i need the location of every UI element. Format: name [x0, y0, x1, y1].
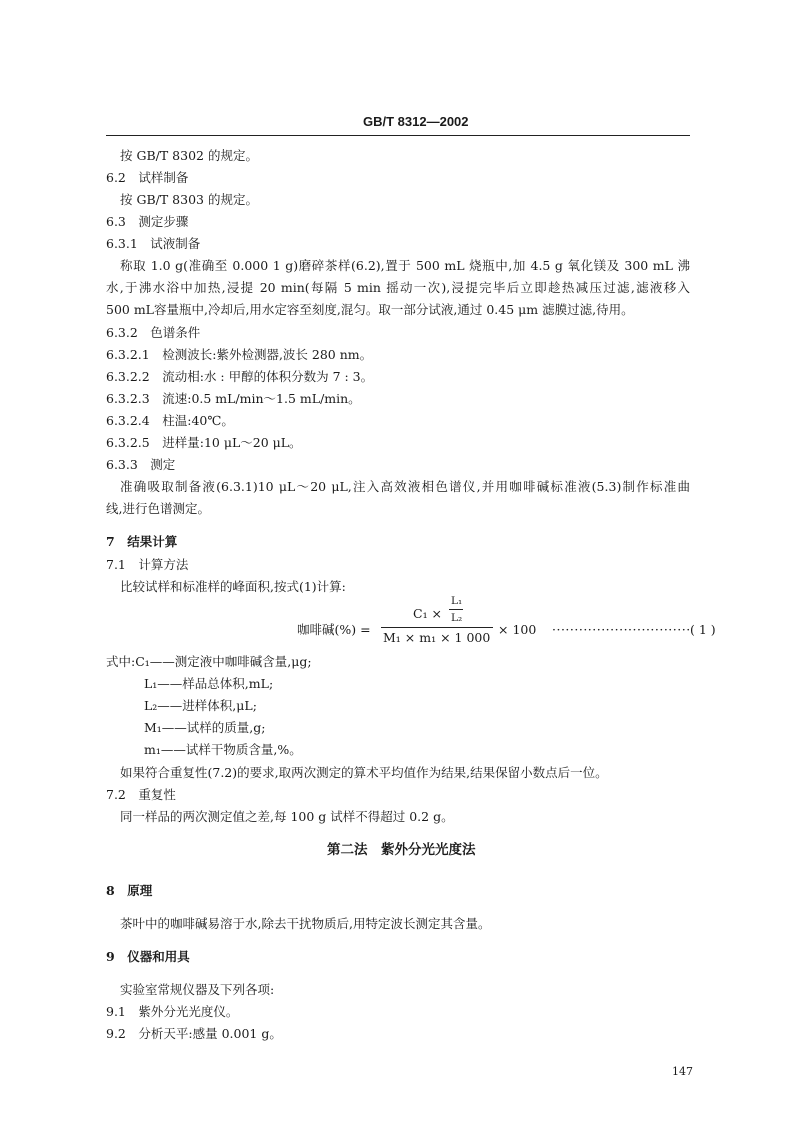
body-text: 500 mL容量瓶中,冷却后,用水定容至刻度,混匀。取一部分试液,通过 0.45 μm 滤膜过滤,待用。 [106, 302, 634, 317]
header-rule [106, 135, 690, 136]
section-heading: 6.3 测定步骤 [106, 214, 189, 229]
body-text: 水,于沸水浴中加热,浸提 20 min(每隔 5 min 摇动一次),浸提完毕后立即趁热减压过滤,滤液移入 [106, 280, 690, 295]
legend-item: 式中:C₁——测定液中咖啡碱含量,μg; [106, 654, 312, 669]
formula-numerator-c: C₁ × [413, 606, 443, 621]
list-item: 6.3.2.2 流动相:水 : 甲醇的体积分数为 7 : 3。 [106, 369, 374, 384]
list-item: 6.3.2.5 进样量:10 μL～20 μL。 [106, 435, 302, 450]
body-text: 茶叶中的咖啡碱易溶于水,除去干扰物质后,用特定波长测定其含量。 [120, 916, 491, 931]
legend-item: L₁——样品总体积,mL; [144, 676, 274, 691]
chapter-heading: 9 仪器和用具 [106, 949, 190, 964]
section-heading: 6.3.1 试液制备 [106, 236, 201, 251]
body-text: 称取 1.0 g(准确至 0.000 1 g)磨碎茶样(6.2),置于 500 mL 烧瓶中,加 4.5 g 氧化镁及 300 mL 沸 [120, 258, 690, 273]
body-text: 线,进行色谱测定。 [106, 501, 210, 516]
list-item: 9.2 分析天平:感量 0.001 g。 [106, 1026, 282, 1041]
page-number: 147 [672, 1065, 693, 1078]
section-heading: 7.2 重复性 [106, 787, 176, 802]
formula-multiplier: × 100 [498, 622, 537, 637]
section-heading: 7.1 计算方法 [106, 557, 189, 572]
legend-item: m₁——试样干物质含量,%。 [144, 742, 302, 757]
body-text: 准确吸取制备液(6.3.1)10 μL～20 μL,注入高效液相色谱仪,并用咖啡碱标准液(5.3)制作标准曲 [120, 479, 690, 494]
chapter-heading: 8 原理 [106, 883, 153, 898]
legend-item: M₁——试样的质量,g; [144, 720, 266, 735]
body-text: 按 GB/T 8303 的规定。 [120, 192, 258, 207]
list-item: 6.3.2.4 柱温:40℃。 [106, 413, 234, 428]
body-text: 如果符合重复性(7.2)的要求,取两次测定的算术平均值作为结果,结果保留小数点后一位。 [120, 765, 608, 780]
body-text: 比较试样和标准样的峰面积,按式(1)计算: [120, 579, 346, 594]
body-text: 按 GB/T 8302 的规定。 [120, 148, 258, 163]
formula-l1: L₁ [451, 595, 463, 607]
list-item: 9.1 紫外分光光度仪。 [106, 1004, 239, 1019]
legend-item: L₂——进样体积,μL; [144, 698, 257, 713]
standard-number: GB/T 8312—2002 [363, 114, 469, 129]
section-heading: 6.2 试样制备 [106, 170, 189, 185]
formula-lhs: 咖啡碱(%) = [297, 622, 371, 637]
chapter-heading: 7 结果计算 [106, 534, 178, 549]
formula-inner-fraction-line [449, 609, 463, 610]
body-text: 实验室常规仪器及下列各项: [120, 982, 275, 997]
formula-leader-dots: ······························· [552, 622, 691, 637]
section-heading: 6.3.3 测定 [106, 457, 176, 472]
formula-denominator: M₁ × m₁ × 1 000 [383, 630, 491, 645]
formula-l2: L₂ [451, 612, 463, 624]
list-item: 6.3.2.3 流速:0.5 mL/min～1.5 mL/min。 [106, 391, 361, 406]
body-text: 同一样品的两次测定值之差,每 100 g 试样不得超过 0.2 g。 [120, 809, 454, 824]
method-title: 第二法 紫外分光光度法 [327, 842, 476, 858]
list-item: 6.3.2.1 检测波长:紫外检测器,波长 280 nm。 [106, 347, 373, 362]
section-heading: 6.3.2 色谱条件 [106, 325, 201, 340]
formula-fraction-line [381, 627, 493, 628]
formula-equation-number: ( 1 ) [690, 622, 716, 637]
